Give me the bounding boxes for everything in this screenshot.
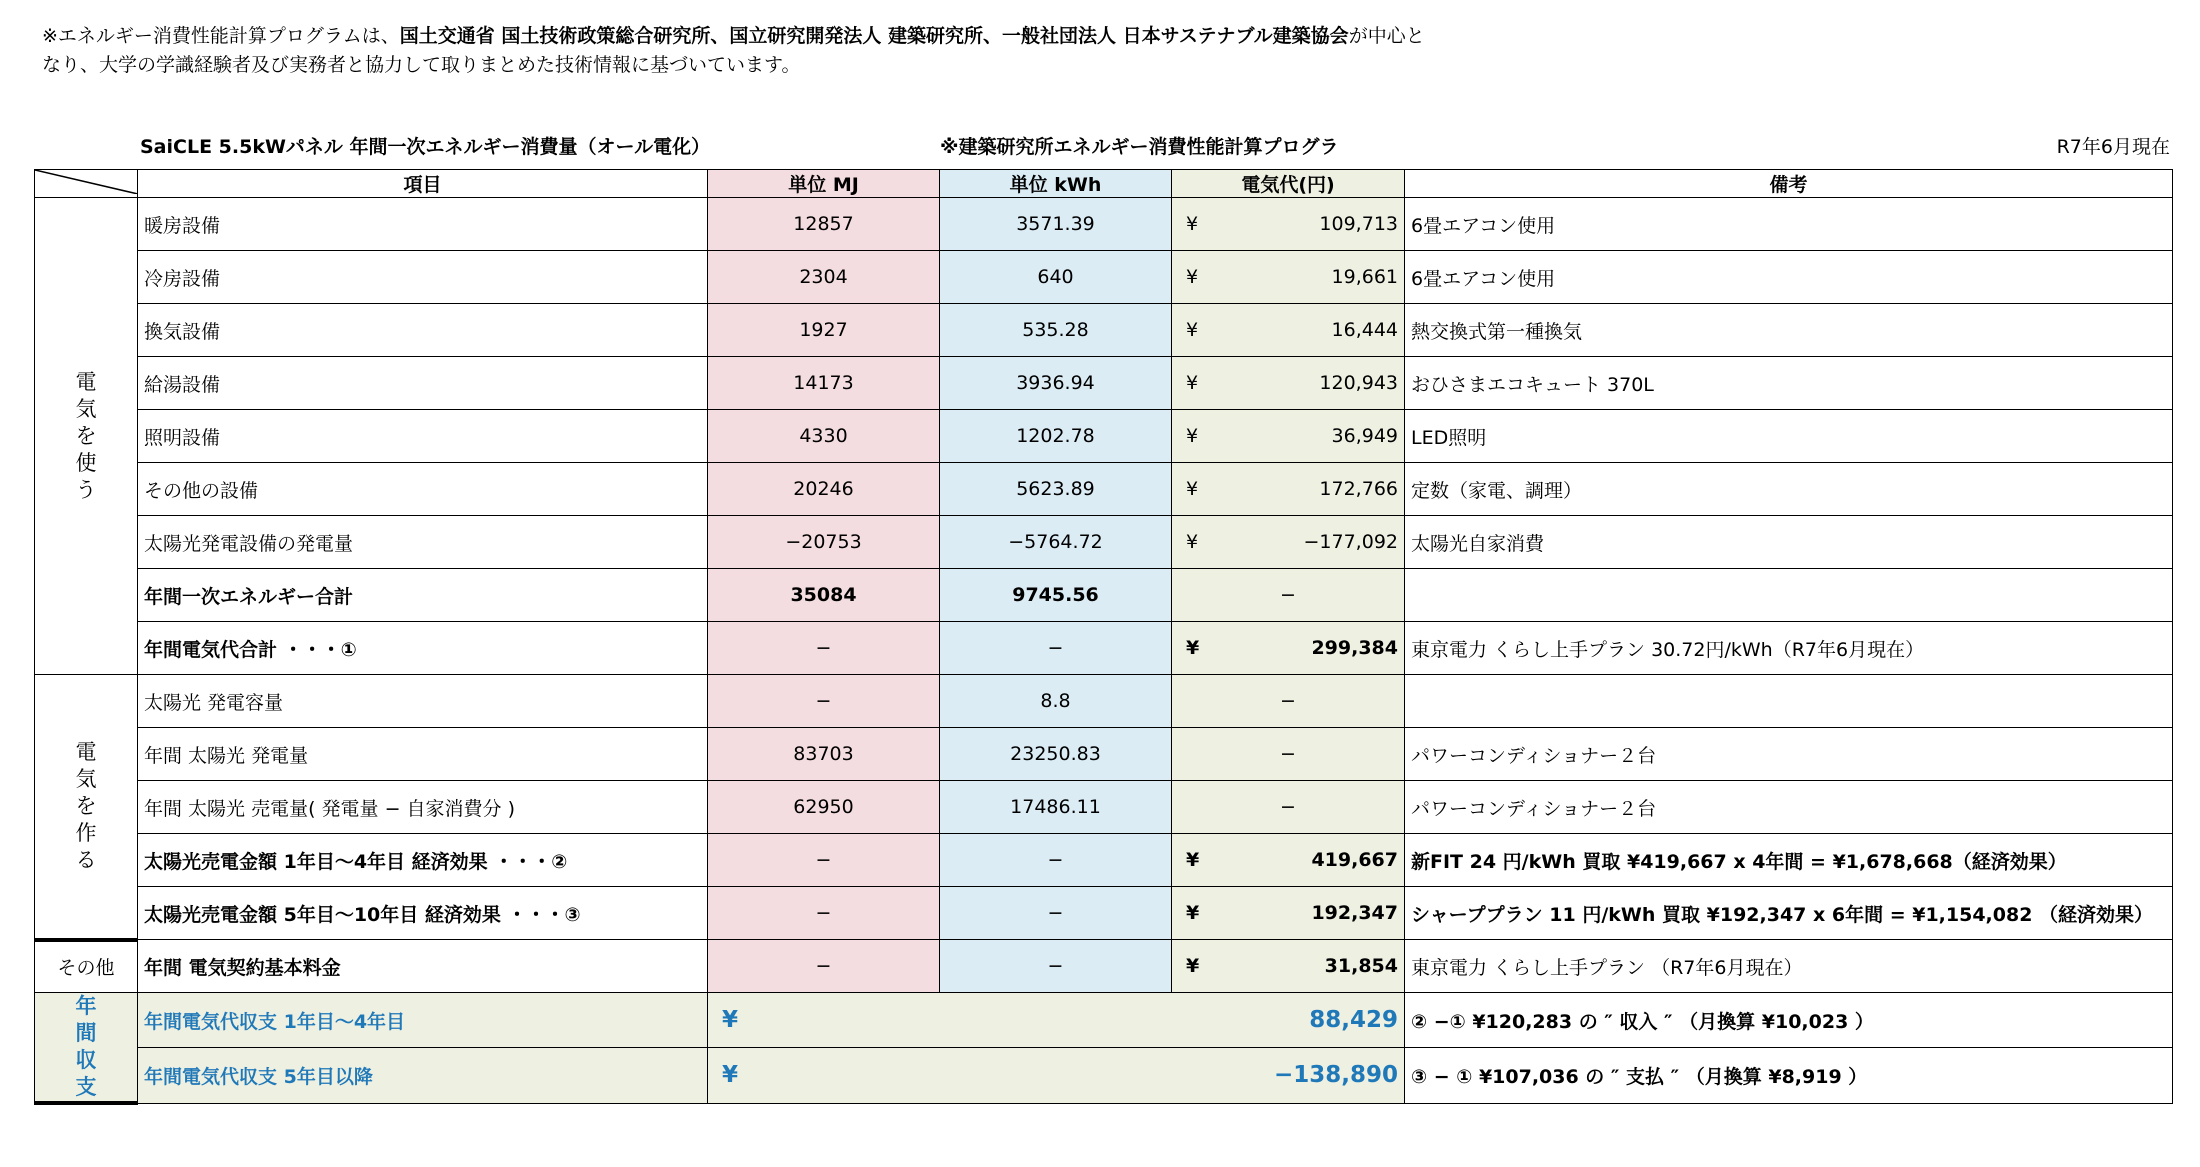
corner-diagonal-line xyxy=(35,170,138,194)
row-item: 太陽光売電金額 5年目～10年目 経済効果 ・・・③ xyxy=(138,887,708,940)
row-cost: ¥ 19,661 xyxy=(1172,251,1405,304)
source-note: ※建築研究所エネルギー消費性能計算プログラ xyxy=(940,136,1339,158)
section-make-label: 電気を作る xyxy=(35,675,138,940)
row-item: 換気設備 xyxy=(138,304,708,357)
table-row xyxy=(35,304,2173,357)
row-cost: ¥ 419,667 xyxy=(1172,834,1405,887)
row-remarks: 太陽光自家消費 xyxy=(1405,516,2173,569)
section-use-label: 電気を使う xyxy=(35,198,138,675)
row-kwh: 535.28 xyxy=(940,304,1172,357)
basic-fee-row xyxy=(35,940,2173,993)
row-cost: − xyxy=(1172,675,1405,728)
row-cost: ¥ 16,444 xyxy=(1172,304,1405,357)
row-cost: ¥ 299,384 xyxy=(1172,622,1405,675)
row-remarks: 熱交換式第一種換気 xyxy=(1405,304,2173,357)
row-kwh: −5764.72 xyxy=(940,516,1172,569)
row-mj: 83703 xyxy=(708,728,940,781)
row-kwh: 23250.83 xyxy=(940,728,1172,781)
row-item: その他の設備 xyxy=(138,463,708,516)
row-remarks xyxy=(1405,675,2173,728)
row-cost: ¥ 31,854 xyxy=(1172,940,1405,993)
row-remarks: 東京電力 くらし上手プラン 30.72円/kWh（R7年6月現在） xyxy=(1405,622,2173,675)
table-row xyxy=(35,728,2173,781)
row-item: 年間 太陽光 発電量 xyxy=(138,728,708,781)
row-kwh: − xyxy=(940,887,1172,940)
date-label: R7年6月現在 xyxy=(2056,136,2170,158)
balance-remarks: ③ − ① ¥107,036 の ″ 支払 ″ （月換算 ¥8,919 ） xyxy=(1405,1048,2173,1103)
row-kwh: 5623.89 xyxy=(940,463,1172,516)
row-kwh: 17486.11 xyxy=(940,781,1172,834)
balance-remarks: ② −① ¥120,283 の ″ 収入 ″ （月換算 ¥10,023 ） xyxy=(1405,993,2173,1048)
balance-value: ¥ −138,890 xyxy=(708,1048,1405,1103)
note-part-1: ※エネルギー消費性能計算プログラムは、 xyxy=(42,25,400,47)
row-mj: −20753 xyxy=(708,516,940,569)
row-mj: 4330 xyxy=(708,410,940,463)
row-item: 照明設備 xyxy=(138,410,708,463)
row-remarks: LED照明 xyxy=(1405,410,2173,463)
table-row xyxy=(35,410,2173,463)
header-corner xyxy=(35,170,138,198)
energy-table xyxy=(34,169,2173,1105)
row-cost: ¥ 192,347 xyxy=(1172,887,1405,940)
row-remarks: シャーププラン 11 円/kWh 買取 ¥192,347 x 6年間 = ¥1,154,082 （経済効果） xyxy=(1405,887,2173,940)
balance-value: ¥ 88,429 xyxy=(708,993,1405,1048)
section-balance-label: 年間収支 xyxy=(35,993,138,1104)
total-cost-row xyxy=(35,622,2173,675)
row-item: 給湯設備 xyxy=(138,357,708,410)
table-title: SaiCLE 5.5kWパネル 年間一次エネルギー消費量（オール電化） xyxy=(140,136,711,158)
row-item: 冷房設備 xyxy=(138,251,708,304)
table-row xyxy=(35,675,2173,728)
row-remarks: パワーコンディショナー２台 xyxy=(1405,728,2173,781)
row-mj: 1927 xyxy=(708,304,940,357)
row-kwh: − xyxy=(940,622,1172,675)
table-row xyxy=(35,516,2173,569)
row-kwh: 8.8 xyxy=(940,675,1172,728)
row-mj: 35084 xyxy=(708,569,940,622)
balance-row xyxy=(35,1048,2173,1103)
row-mj: − xyxy=(708,834,940,887)
row-mj: − xyxy=(708,887,940,940)
row-item: 太陽光 発電容量 xyxy=(138,675,708,728)
row-remarks: パワーコンディショナー２台 xyxy=(1405,781,2173,834)
row-kwh: 1202.78 xyxy=(940,410,1172,463)
row-mj: 14173 xyxy=(708,357,940,410)
row-mj: 12857 xyxy=(708,198,940,251)
row-kwh: 640 xyxy=(940,251,1172,304)
table-row xyxy=(35,357,2173,410)
header-remarks: 備考 xyxy=(1405,170,2173,198)
row-item: 年間一次エネルギー合計 xyxy=(138,569,708,622)
row-mj: − xyxy=(708,940,940,993)
disclaimer-note xyxy=(42,22,1442,80)
row-item: 年間電気代合計 ・・・① xyxy=(138,622,708,675)
row-item: 年間 太陽光 売電量( 発電量 − 自家消費分 ) xyxy=(138,781,708,834)
row-kwh: 9745.56 xyxy=(940,569,1172,622)
balance-item: 年間電気代収支 5年目以降 xyxy=(138,1048,708,1103)
note-part-2: 国土交通省 国土技術政策総合研究所、国立研究開発法人 建築研究所、一般社団法人 日本サステナブル建築協会 xyxy=(399,25,1349,47)
row-cost: ¥ 36,949 xyxy=(1172,410,1405,463)
row-cost: − xyxy=(1172,781,1405,834)
row-cost: ¥ 109,713 xyxy=(1172,198,1405,251)
row-mj: − xyxy=(708,675,940,728)
section-other-label: その他 xyxy=(35,940,138,993)
row-item: 年間 電気契約基本料金 xyxy=(138,940,708,993)
row-remarks: 東京電力 くらし上手プラン （R7年6月現在） xyxy=(1405,940,2173,993)
row-kwh: − xyxy=(940,940,1172,993)
table-row xyxy=(35,251,2173,304)
row-item: 暖房設備 xyxy=(138,198,708,251)
row-cost: ¥ 120,943 xyxy=(1172,357,1405,410)
sale-row-1 xyxy=(35,834,2173,887)
row-kwh: 3936.94 xyxy=(940,357,1172,410)
row-remarks: 6畳エアコン使用 xyxy=(1405,198,2173,251)
header-kwh: 単位 kWh xyxy=(940,170,1172,198)
table-row xyxy=(35,781,2173,834)
header-cost: 電気代(円) xyxy=(1172,170,1405,198)
table-row xyxy=(35,463,2173,516)
row-cost: ¥ 172,766 xyxy=(1172,463,1405,516)
total-energy-row xyxy=(35,569,2173,622)
balance-item: 年間電気代収支 1年目～4年目 xyxy=(138,993,708,1048)
row-item: 太陽光発電設備の発電量 xyxy=(138,516,708,569)
row-mj: 2304 xyxy=(708,251,940,304)
row-mj: 20246 xyxy=(708,463,940,516)
row-remarks: 定数（家電、調理） xyxy=(1405,463,2173,516)
row-kwh: 3571.39 xyxy=(940,198,1172,251)
row-mj: 62950 xyxy=(708,781,940,834)
table-header-row xyxy=(35,170,2173,198)
row-remarks xyxy=(1405,569,2173,622)
row-remarks: おひさまエコキュート 370L xyxy=(1405,357,2173,410)
sale-row-2 xyxy=(35,887,2173,940)
row-item: 太陽光売電金額 1年目～4年目 経済効果 ・・・② xyxy=(138,834,708,887)
balance-row xyxy=(35,993,2173,1048)
row-cost: − xyxy=(1172,728,1405,781)
header-mj: 単位 MJ xyxy=(708,170,940,198)
note-part-3: が中心となり、大学の学識経験者及び実務者と協力して取りまとめた技術情報に基づいています。 xyxy=(42,25,1425,76)
table-row xyxy=(35,198,2173,251)
header-item: 項目 xyxy=(138,170,708,198)
row-cost: − xyxy=(1172,569,1405,622)
row-kwh: − xyxy=(940,834,1172,887)
row-mj: − xyxy=(708,622,940,675)
row-cost: ¥ −177,092 xyxy=(1172,516,1405,569)
row-remarks: 新FIT 24 円/kWh 買取 ¥419,667 x 4年間 = ¥1,678,668（経済効果） xyxy=(1405,834,2173,887)
row-remarks: 6畳エアコン使用 xyxy=(1405,251,2173,304)
